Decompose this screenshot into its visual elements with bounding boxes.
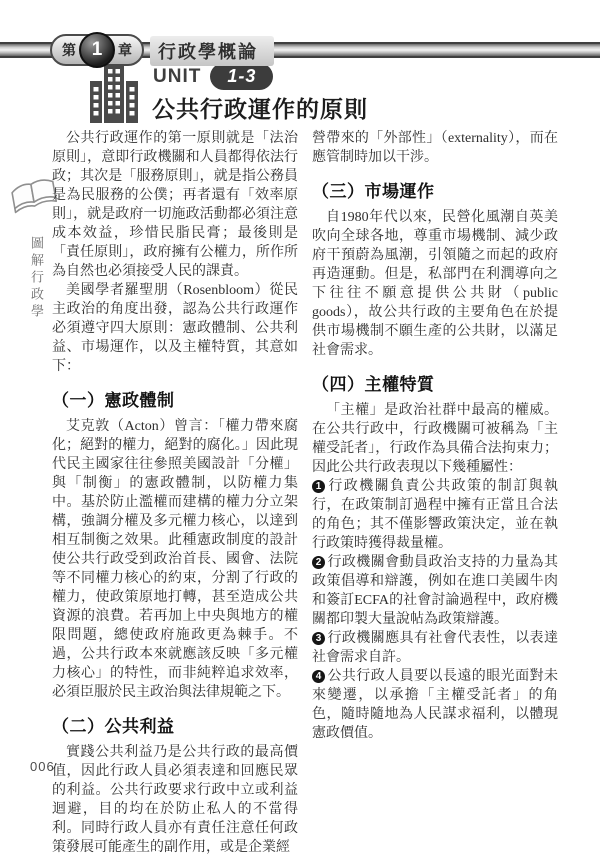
list-item [312,629,558,667]
chapter-title: 行政學概論 [150,36,274,66]
list-item-text: 行政機關負責公共政策的制訂與執行，在政策制訂過程中擁有正當且合法的角色；其不僅影響政策決定，並在執行政策時獲得裁量權。 [312,479,558,551]
list-item [312,553,558,629]
paragraph-intro-1: 公共行政運作的第一原則就是「法治原則」，意即行政機關和人員都得依法行政；其次是「服務原則」，就是指公務員是為民服務的公僕；再者還有「效率原則」，就是政府一切施政活動都必須注意成本效益，珍惜民脂民膏；最後則是「責任原則」，政府擁有公權力，所作所為自然也必須接受人民的課責。 [52,131,298,279]
section-heading-1: （一）憲政體制 [52,391,175,410]
list-item-text: 行政機關應具有社會代表性，以表達社會需求自許。 [312,631,558,665]
left-column [52,129,298,857]
page-number: 006 [30,759,55,774]
paragraph-section-2: 實踐公共利益乃是公共行政的最高價值，因此行政人員必須表達和回應民眾的利益。公共行政要求行政中立或利益迴避，目的均在於防止私人的不當得利。同時行政人員亦有責任注意任何政策發展可能產生的副作用，或是企業經 [52,745,298,855]
body-content [52,129,558,857]
right-column [312,129,558,857]
chapter-badge [50,34,144,66]
paragraph-section-3: 自1980年代以來，民營化風潮自英美吹向全球各地，尊重市場機制、減少政府干預蔚為風潮，引領隨之而起的政府再造運動。但是，私部門在利潤導向之下往往不願意提供公共財（public goods），故公共行政的主要角色在於提供市場機制不願生產的公共財，以滿足社會需求。 [312,210,558,358]
section-heading-2: （二）公共利益 [52,717,175,736]
list-item [312,667,558,743]
building-icon [90,63,138,128]
chapter-number-circle: 1 [79,32,115,68]
series-title-vertical: 圖解行政學 [29,236,44,321]
chapter-prefix: 第 [62,42,76,58]
circled-number-icon: 2 [312,556,325,569]
list-item [312,477,558,553]
section-heading-3: （三）市場運作 [312,182,435,201]
list-item-text: 公共行政人員要以長遠的眼光面對未來變遷，以承擔「主權受託者」的角色，隨時隨地為人民謀求福利，以體現憲政價值。 [312,669,558,741]
circled-number-icon: 3 [312,632,325,645]
unit-title: 公共行政運作的原則 [152,96,368,122]
unit-number-badge: 1-3 [210,63,273,90]
paragraph-intro-2: 美國學者羅聖朋（Rosenbloom）從民主政治的角度出發，認為公共行政運作必須遵守四大原則：憲政體制、公共利益、市場運作，以及主權特質，其意如下： [52,283,298,374]
chapter-suffix: 章 [118,42,132,58]
circled-number-icon: 1 [312,480,325,493]
paragraph-section-4: 「主權」是政治社群中最高的權威。在公共行政中，行政機關可被稱為「主權受託者」，行政作為具備合法拘束力；因此公共行政表現以下幾種屬性： [312,403,558,475]
list-item-text: 行政機關會動員政治支持的力量為其政策倡導和辯護，例如在進口美國牛肉和簽訂ECFA的社會討論過程中，政府機關都印製大量說帖為政策辯護。 [312,555,558,627]
circled-number-icon: 4 [312,670,325,683]
section-heading-4: （四）主權特質 [312,375,435,394]
unit-label: UNIT [153,65,202,87]
paragraph-section-1: 艾克敦（Acton）曾言：「權力帶來腐化；絕對的權力，絕對的腐化。」因此現代民主國家往往參照美國設計「分權」與「制衡」的憲政體制，以防權力集中。基於防止濫權而建構的權力分立架構，強調分權及多元權力核心，以達到相互制衡之效果。此種憲政制度的設計使公共行政受到政治首長、國會、法院等不同權力核心的約束，分割了行政的權力，使政策原地打轉，甚至造成公共資源的浪費。若再加上中央與地方的權限問題，總使政府施政更為棘手。不過，公共行政本來就應該反映「多元權力核心」的特性，而非純粹追求效率，必須臣服於民主政治與法律規範之下。 [52,419,298,700]
unit-header [153,63,273,90]
paragraph-continuation: 營帶來的「外部性」（externality），而在應管制時加以干涉。 [312,131,558,165]
